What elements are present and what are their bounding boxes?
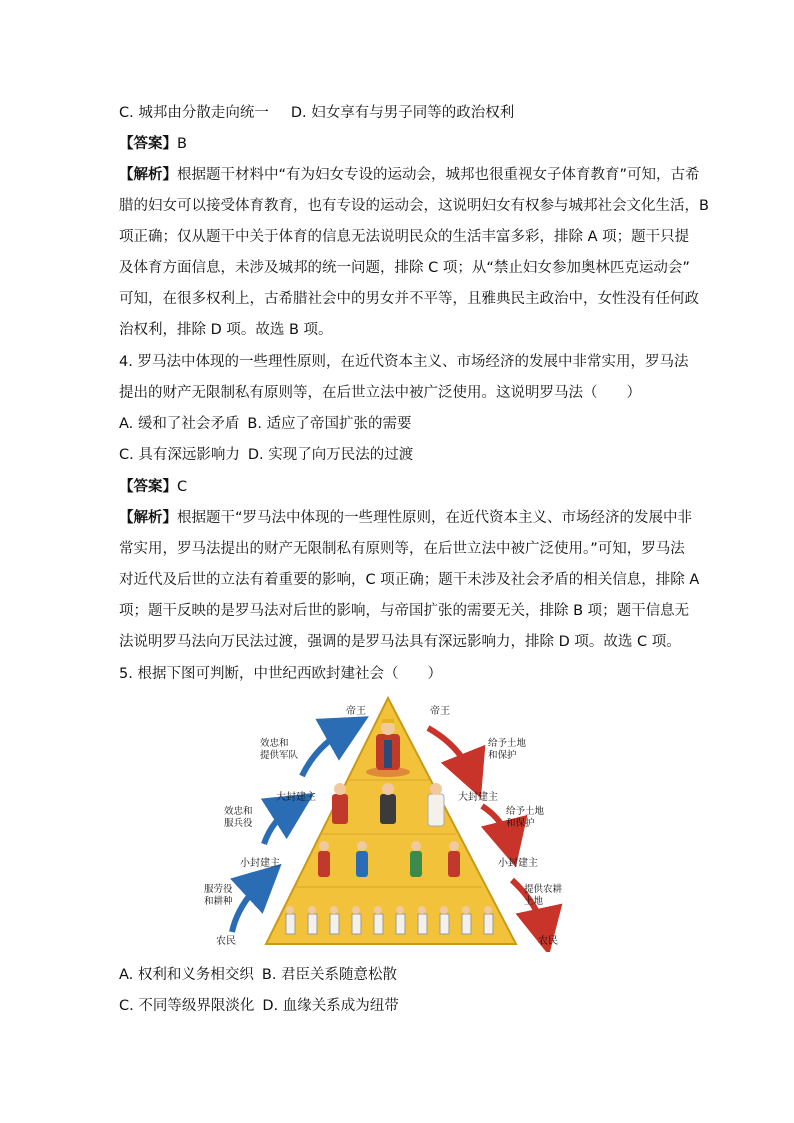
q3-analysis-line-4: 及体育方面信息，未涉及城邦的统一问题，排除 C 项；从“禁止妇女参加奥林匹克运动会” bbox=[119, 260, 690, 276]
grant-label: 给予土地 bbox=[506, 806, 545, 817]
grant-label: 和保护 bbox=[488, 750, 517, 761]
q5-stem: 5. 根据下图可判断，中世纪西欧封建社会（ ） bbox=[119, 666, 442, 682]
analysis-tag: 【解析】 bbox=[119, 167, 177, 183]
duty-arrow-1 bbox=[232, 880, 264, 932]
q3-answer bbox=[119, 134, 187, 154]
right-level-label: 小封建主 bbox=[498, 858, 538, 869]
q3-analysis-line-2: 腊的妇女可以接受体育教育，也有专设的运动会，这说明妇女有权参与城邦社会文化生活，B bbox=[119, 198, 709, 214]
answer-tag: 【答案】 bbox=[119, 136, 177, 152]
q5-options-cd bbox=[119, 996, 399, 1016]
answer-value: C bbox=[177, 479, 188, 495]
grant-label: 土地 bbox=[524, 896, 544, 907]
q4-option-c: C. 具有深远影响力 bbox=[119, 447, 240, 463]
q4-answer bbox=[119, 477, 187, 497]
left-level-label: 大封建主 bbox=[276, 792, 316, 803]
analysis-tag: 【解析】 bbox=[119, 510, 177, 526]
q4-options-cd bbox=[119, 445, 413, 465]
q3-options-line bbox=[119, 103, 514, 123]
answer-value: B bbox=[177, 136, 187, 152]
q3-analysis-line-5: 可知，在很多权利上，古希腊社会中的男女并不平等，且雅典民主政治中，女性没有任何政 bbox=[119, 291, 699, 307]
q3-option-c: C. 城邦由分散走向统一 bbox=[119, 105, 269, 121]
q3-analysis-line-1: 【解析】根据题干材料中“有为妇女专设的运动会，城邦也很重视女子体育教育”可知，古希 bbox=[119, 167, 700, 183]
duty-label: 效忠和 bbox=[260, 738, 289, 749]
right-level-label: 农民 bbox=[538, 936, 558, 947]
q3-analysis-line-6: 治权利，排除 D 项。故选 B 项。 bbox=[119, 322, 333, 338]
left-level-label: 小封建主 bbox=[240, 858, 280, 869]
answer-tag: 【答案】 bbox=[119, 479, 177, 495]
q4-analysis-line-2: 常实用，罗马法提出的财产无限制私有原则等，在后世立法中被广泛使用。”可知，罗马法 bbox=[119, 541, 685, 557]
q4-option-a: A. 缓和了社会矛盾 bbox=[119, 416, 240, 432]
grant-label: 提供农耕 bbox=[524, 884, 563, 895]
left-level-label: 农民 bbox=[216, 936, 236, 947]
q4-stem-line-2: 提出的财产无限制私有原则等，在后世立法中被广泛使用。这说明罗马法（ ） bbox=[119, 385, 641, 401]
grant-label: 和保护 bbox=[506, 818, 535, 829]
right-level-label: 帝王 bbox=[430, 706, 450, 717]
duty-label: 效忠和 bbox=[224, 806, 253, 817]
duty-label: 服兵役 bbox=[224, 818, 253, 829]
q4-options-ab bbox=[119, 414, 412, 434]
q4-analysis-line-3: 对近代及后世的立法有着重要的影响，C 项正确；题干未涉及社会矛盾的相关信息，排除 A bbox=[119, 572, 700, 588]
q5-option-d: D. 血缘关系成为纽带 bbox=[262, 998, 399, 1014]
q4-analysis-line-4: 项；题干反映的是罗马法对后世的影响，与帝国扩张的需要无关，排除 B 项；题干信息无 bbox=[119, 603, 690, 619]
q4-stem-line-1: 4. 罗马法中体现的一些理性原则，在近代资本主义、市场经济的发展中非常实用，罗马法 bbox=[119, 354, 689, 370]
q5-options-ab bbox=[119, 965, 397, 985]
q4-analysis-line-5: 法说明罗马法向万民法过渡，强调的是罗马法具有深远影响力，排除 D 项。故选 C 项。 bbox=[119, 634, 681, 650]
q4-analysis-line-1: 【解析】根据题干“罗马法中体现的一些理性原则，在近代资本主义、市场经济的发展中非 bbox=[119, 510, 693, 526]
duty-label: 和耕种 bbox=[204, 896, 233, 907]
q5-option-c: C. 不同等级界限淡化 bbox=[119, 998, 255, 1014]
left-level-label: 帝王 bbox=[346, 706, 366, 717]
duty-label: 提供军队 bbox=[260, 750, 299, 761]
feudal-pyramid-diagram bbox=[198, 694, 578, 952]
q4-option-d: D. 实现了向万民法的过渡 bbox=[247, 447, 414, 463]
duty-label: 服劳役 bbox=[204, 884, 233, 895]
right-level-label: 大封建主 bbox=[458, 792, 498, 803]
grant-arrow-1 bbox=[428, 728, 472, 776]
grant-label: 给予土地 bbox=[488, 738, 527, 749]
q3-analysis-line-3: 项正确；仅从题干中关于体育的信息无法说明民众的生活丰富多彩，排除 A 项；题干只提 bbox=[119, 229, 690, 245]
q4-option-b: B. 适应了帝国扩张的需要 bbox=[247, 416, 412, 432]
duty-arrow-2 bbox=[264, 806, 294, 844]
duty-arrow-3 bbox=[302, 728, 348, 776]
q3-option-d: D. 妇女享有与男子同等的政治权利 bbox=[290, 105, 515, 121]
q5-option-b: B. 君臣关系随意松散 bbox=[261, 967, 398, 983]
q5-option-a: A. 权利和义务相交织 bbox=[119, 967, 254, 983]
